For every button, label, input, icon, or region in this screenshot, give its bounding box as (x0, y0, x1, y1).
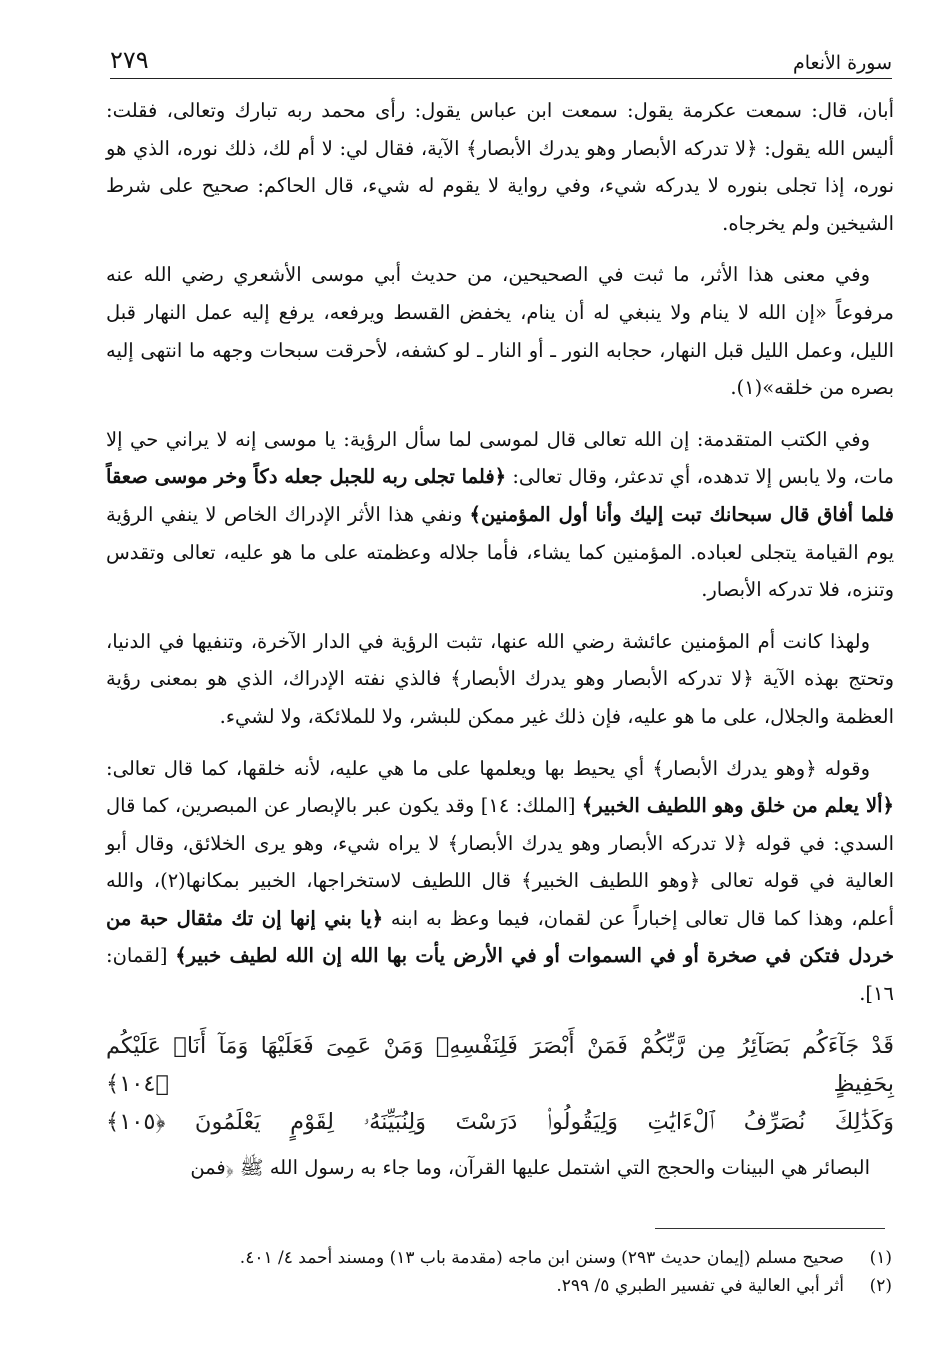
paragraph-5-text-b: [الملك: ١٤] وقد يكون عبر بالإبصار عن المبصرين، كما قال السدي: في قوله ﴿لا تدركه الأبصار وهو يدرك الأبصار﴾ لا يراه شيء، وهو يرى الخلائق، وقال أبو العالية في قوله تعالى ﴿وهو اللطيف الخبير﴾ قال اللطيف لاستخراجها، الخبير بمكانها(٢)، والله أعلم، وهذا كما قال تعالى إخباراً عن لقمان، فيما وعظ به ابنه (106, 794, 894, 930)
quran-quote-bold: ﴿يا بني إنها إن تك مثقال حبة من خردل فتكن في صخرة أو في السموات أو في الأرض يأت بها الله إن الله لطيف خبير﴾ (106, 906, 895, 968)
footnote-number: (٢) (869, 1276, 892, 1296)
paragraph-4: ولهذا كانت أم المؤمنين عائشة رضي الله عنها، تثبت الرؤية في الدار الآخرة، وتنفيها في الدنيا، وتحتج بهذه الآية ﴿لا تدركه الأبصار وهو يدرك الأبصار﴾ فالذي نفته الإدراك، الذي هو بمعنى رؤية العظمة والجلال، على ما هو عليه، فإن ذلك غير ممكن للبشر، ولا للملائكة، ولا لشيء. (106, 629, 894, 728)
running-title: سورة الأنعام (792, 52, 892, 74)
footnote-2 (180, 1272, 892, 1300)
page-number: ٢٧٩ (110, 46, 149, 74)
footnote-text: أثر أبي العالية في تفسير الطبري ٥/ ٢٩٩. (556, 1276, 844, 1296)
quran-quote-bold: ﴿ألا يعلم من خلق وهو اللطيف الخبير﴾ (581, 794, 894, 818)
main-text (106, 92, 894, 1200)
footnote-text: صحيح مسلم (إيمان حديث ٢٩٣) وسنن ابن ماجه (مقدمة باب ١٣) ومسند أحمد ٤/ ٤٠١. (239, 1248, 844, 1268)
paragraph-2: وفي معنى هذا الأثر، ما ثبت في الصحيحين، من حديث أبي موسى الأشعري رضي الله عنه مرفوعاً «إن الله لا ينام ولا ينبغي له أن ينام، يخفض القسط ويرفعه، يرفع إليه عمل النهار قبل الليل، وعمل الليل قبل النهار، حجابه النور ـ أو النار ـ لو كشفه، لأحرقت سبحات وجهه ما انتهى إليه بصره من خلقه»(١). (106, 263, 894, 400)
quran-quote-bold: ﴿فلما تجلى ربه للجبل جعله دكاً وخر موسى صعقاً فلما أفاق قال سبحانك تبت إليك وأنا أول المؤمنين﴾ (106, 465, 894, 526)
page-header (110, 38, 892, 79)
footnote-divider (655, 1228, 885, 1229)
paragraph-5 (106, 750, 894, 1013)
paragraph-3 (106, 421, 894, 609)
paragraph-final: البصائر هي البينات والحجج التي اشتمل عليها القرآن، وما جاء به رسول الله ﷺ ﴿فمن (190, 1155, 870, 1179)
footnote-1 (180, 1244, 892, 1272)
paragraph-1: أبان، قال: سمعت عكرمة يقول: سمعت ابن عباس يقول: رأى محمد ربه تبارك وتعالى، فقلت: أليس الله يقول: ﴿لا تدركه الأبصار وهو يدرك الأبصار﴾ الآية، فقال لي: لا أم لك، ذلك نوره، الذي هو نوره، إذا تجلى بنوره لا يدركه شيء، وفي رواية لا يقوم له شيء، قال الحاكم: صحيح على شرط الشيخين ولم يخرجاه. (106, 99, 894, 235)
paragraph-5-text-a: وقوله ﴿وهو يدرك الأبصار﴾ أي يحيط بها ويعلمها على ما هي عليه، لأنه خلقها، كما قال تعالى: (106, 756, 870, 780)
quran-verse-105: وَكَذَٰلِكَ نُصَرِّفُ ٱلْءَايَٰتِ وَلِيَقُولُوا۟ دَرَسْتَ وَلِنُبَيِّنَهُۥ لِقَوْمٍ يَعْلَمُونَ ﴿١٠٥﴾ (106, 1108, 894, 1135)
footnote-number: (١) (869, 1248, 892, 1268)
quran-verse-104: قَدْ جَآءَكُم بَصَآئِرُ مِن رَّبِّكُمْ فَمَنْ أَبْصَرَ فَلِنَفْسِهِۦ وَمَنْ عَمِىَ فَعَلَيْهَا وَمَآ أَنَا۠ عَلَيْكُم بِحَفِيظٍ ﴿١٠٤﴾ (106, 1032, 894, 1097)
quran-verse-block (106, 1027, 894, 1141)
paragraph-5-text-c: [لقمان: ١٦]. (106, 944, 894, 1006)
paragraph-3-text-b: ونفي هذا الأثر الإدراك الخاص لا ينفي الرؤية يوم القيامة يتجلى لعباده. المؤمنين كما يشاء، فأما جلاله وعظمته على ما هو عليه، تعالى وتقدس وتنزه، فلا تدركه الأبصار. (106, 502, 894, 602)
footnotes (180, 1244, 892, 1300)
paragraph-3-text-a: وفي الكتب المتقدمة: إن الله تعالى قال لموسى لما سأل الرؤية: يا موسى إنه لا يراني حي إلا مات، ولا يابس إلا تدهده، أي تدعثر، وقال تعالى: (106, 427, 894, 489)
